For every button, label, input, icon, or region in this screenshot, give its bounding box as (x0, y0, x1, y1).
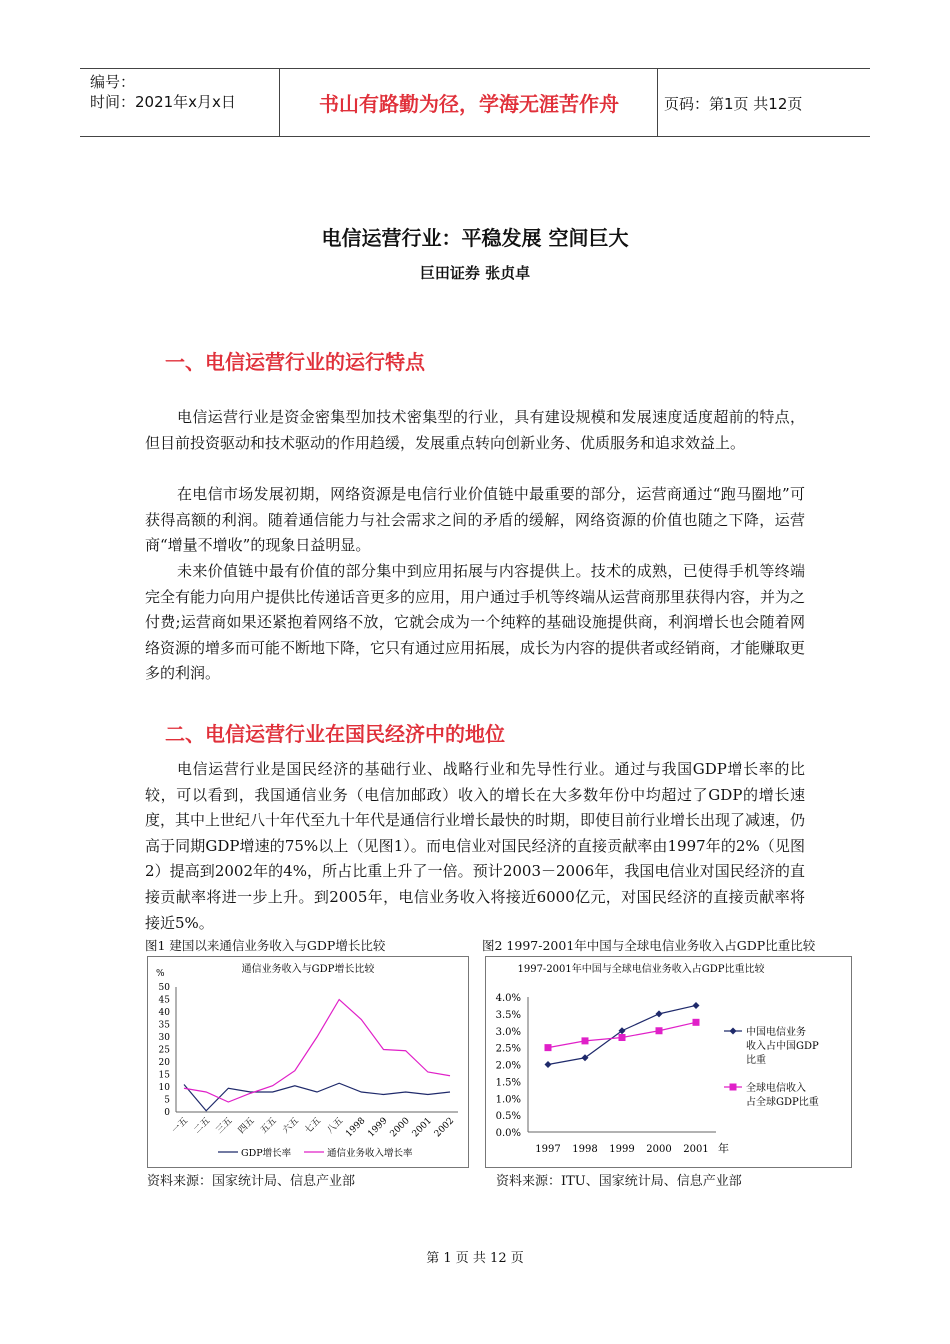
chart-2-y-tick-label: 1.5% (495, 1077, 521, 1089)
chart-1-y-tick-label: 10 (158, 1083, 170, 1093)
header-time: 时间：2021年x月x日 (90, 93, 236, 111)
chart-2-y-tick-label: 3.5% (495, 1009, 521, 1021)
chart-2-y-tick-label: 3.0% (495, 1026, 521, 1038)
chart-2-legend-label: 中国电信业务 (746, 1027, 806, 1038)
header-bottom-border (80, 136, 870, 137)
chart-1-x-tick-label: 1998 (344, 1116, 368, 1140)
chart-2-x-tick-label: 1997 (535, 1144, 561, 1155)
chart-2-y-tick-label: 0.5% (495, 1111, 521, 1123)
header-top-border (80, 68, 870, 69)
page-footer: 第 1 页 共 12 页 (426, 1251, 524, 1266)
figure-1-svg (148, 957, 468, 1167)
chart-2-y-tick-label: 2.5% (495, 1043, 521, 1055)
section-1-paragraph-2: 在电信市场发展初期，网络资源是电信行业价值链中最重要的部分，运营商通过“跑马圈地”可获得高额的利润。随着通信能力与社会需求之间的矛盾的缓解，网络资源的价值也随之下降，运营商“增量不增收”的现象日益明显。 (145, 485, 805, 555)
chart-2-y-tick-label: 0.0% (495, 1128, 521, 1139)
chart-2-point-global (656, 1027, 663, 1034)
figure-2-source: 资料来源：ITU、国家统计局、信息产业部 (496, 1174, 742, 1189)
section-2-heading: 二、电信运营行业在国民经济中的地位 (165, 722, 505, 746)
figure-1-caption: 图1 建国以来通信业务收入与GDP增长比较 (145, 938, 386, 953)
chart-1-x-tick-label: 2000 (388, 1116, 412, 1140)
chart-1-legend-label: GDP增长率 (241, 1148, 292, 1159)
chart-2-title: 1997-2001年中国与全球电信业务收入占GDP比重比较 (517, 964, 765, 975)
chart-1-y-tick-label: 40 (158, 1008, 170, 1018)
chart-1-y-tick-label: 5 (164, 1095, 170, 1106)
chart-1-x-tick-label: 1999 (366, 1116, 390, 1140)
figure-1-chart (147, 956, 469, 1168)
chart-1-series-gdp-line (184, 1083, 450, 1111)
figure-1-source: 资料来源：国家统计局、信息产业部 (147, 1174, 356, 1189)
chart-2-legend-label: 比重 (746, 1055, 766, 1066)
chart-1-x-tick-label: 一五 (170, 1116, 191, 1136)
chart-2-legend-label: 收入占中国GDP (746, 1041, 819, 1052)
chart-1-series-telecom-line (184, 1000, 450, 1103)
chart-1-y-tick-label: 30 (158, 1033, 170, 1043)
chart-2-x-tick-label: 1999 (609, 1144, 635, 1155)
chart-1-y-tick-label: 25 (158, 1045, 170, 1056)
chart-1-x-tick-label: 六五 (281, 1116, 301, 1136)
chart-2-x-axis-label: 年 (718, 1142, 729, 1155)
chart-1-y-tick-label: 20 (158, 1058, 170, 1068)
chart-1-x-tick-label: 七五 (303, 1116, 324, 1136)
figure-2-chart (485, 956, 852, 1168)
header-number: 编号： (90, 73, 136, 91)
chart-1-y-tick-label: 45 (158, 995, 170, 1006)
section-1-paragraph-3: 未来价值链中最有价值的部分集中到应用拓展与内容提供上。技术的成熟，已使得手机等终端完全有能力向用户提供比传递话音更多的应用，用户通过手机等终端从运营商那里获得内容，并为之付费;运营商如果还紧抱着网络不放，它就会成为一个纯粹的基础设施提供商，利润增长也会随着网络资源的增多而可能不断地下降，它只有通过应用拓展，成长为内容的提供者或经销商，才能赚取更多的利润。 (145, 562, 806, 683)
header-divider (279, 68, 280, 136)
chart-2-legend-marker (730, 1084, 737, 1091)
chart-1-x-tick-label: 二五 (192, 1116, 213, 1136)
chart-1-x-tick-label: 2002 (432, 1116, 457, 1140)
chart-1-y-tick-label: 50 (158, 983, 170, 993)
chart-1-y-tick-label: 15 (158, 1070, 170, 1081)
chart-1-x-tick-label: 2001 (410, 1116, 434, 1140)
chart-2-point-global (582, 1037, 589, 1044)
section-2-paragraph-1: 电信运营行业是国民经济的基础行业、战略行业和先导性行业。通过与我国GDP增长率的比较，可以看到，我国通信业务（电信加邮政）收入的增长在大多数年份中均超过了GDP的增长速度，其中上世纪八十年代至九十年代是通信行业增长最快的时期，即使目前行业增长出现了减速，仍高于同期GDP增速的75%以上（见图1）。而电信业对国民经济的直接贡献率由1997年的2%（见图2）提高到2002年的4%，所占比重上升了一倍。预计2003－2006年，我国电信业对国民经济的直接贡献率将进一步上升。到2005年，电信业务收入将接近6000亿元，对国民经济的直接贡献率将接近5%。 (145, 760, 806, 932)
chart-1-x-tick-label: 五五 (258, 1116, 279, 1136)
chart-1-legend-label: 通信业务收入增长率 (327, 1148, 413, 1159)
chart-2-y-tick-label: 4.0% (495, 993, 521, 1004)
section-1-paragraph-1: 电信运营行业是资金密集型加技术密集型的行业，具有建设规模和发展速度适度超前的特点，但目前投资驱动和技术驱动的作用趋缓，发展重点转向创新业务、优质服务和追求效益上。 (145, 408, 805, 452)
chart-2-point-global (693, 1019, 700, 1026)
chart-2-point-china (693, 1002, 700, 1009)
chart-1-y-unit: % (156, 969, 165, 979)
chart-2-y-tick-label: 1.0% (495, 1094, 521, 1106)
header-motto: 书山有路勤为径，学海无涯苦作舟 (319, 92, 619, 116)
chart-2-point-global (619, 1034, 626, 1041)
section-1-heading: 一、电信运营行业的运行特点 (165, 350, 425, 374)
figure-2-caption: 图2 1997-2001年中国与全球电信业务收入占GDP比重比较 (482, 938, 816, 953)
chart-2-x-tick-label: 1998 (572, 1144, 598, 1155)
chart-1-x-tick-label: 三五 (214, 1116, 235, 1136)
chart-2-x-tick-label: 2000 (646, 1144, 672, 1155)
header-meta (90, 72, 236, 112)
chart-2-point-global (545, 1044, 552, 1051)
chart-2-legend-label: 全球电信收入 (746, 1083, 806, 1094)
chart-2-legend-marker (730, 1028, 737, 1035)
chart-1-title: 通信业务收入与GDP增长比较 (241, 964, 375, 975)
chart-2-y-tick-label: 2.0% (495, 1060, 521, 1072)
chart-2-x-tick-label: 2001 (683, 1144, 709, 1155)
chart-1-x-tick-label: 四五 (236, 1116, 257, 1136)
chart-2-legend-label: 占全球GDP比重 (746, 1097, 819, 1108)
header-divider (657, 68, 658, 136)
document-title: 电信运营行业：平稳发展 空间巨大 (321, 226, 629, 250)
chart-1-y-tick-label: 35 (158, 1020, 170, 1031)
chart-2-point-china (656, 1010, 663, 1017)
chart-1-y-tick-label: 0 (164, 1108, 170, 1118)
document-author: 巨田证券 张贞卓 (419, 264, 531, 282)
figure-2-svg (486, 957, 851, 1167)
chart-2-point-china (545, 1061, 552, 1068)
header-page-info: 页码：第1页 共12页 (664, 95, 803, 113)
chart-1-x-tick-label: 八五 (325, 1116, 346, 1136)
